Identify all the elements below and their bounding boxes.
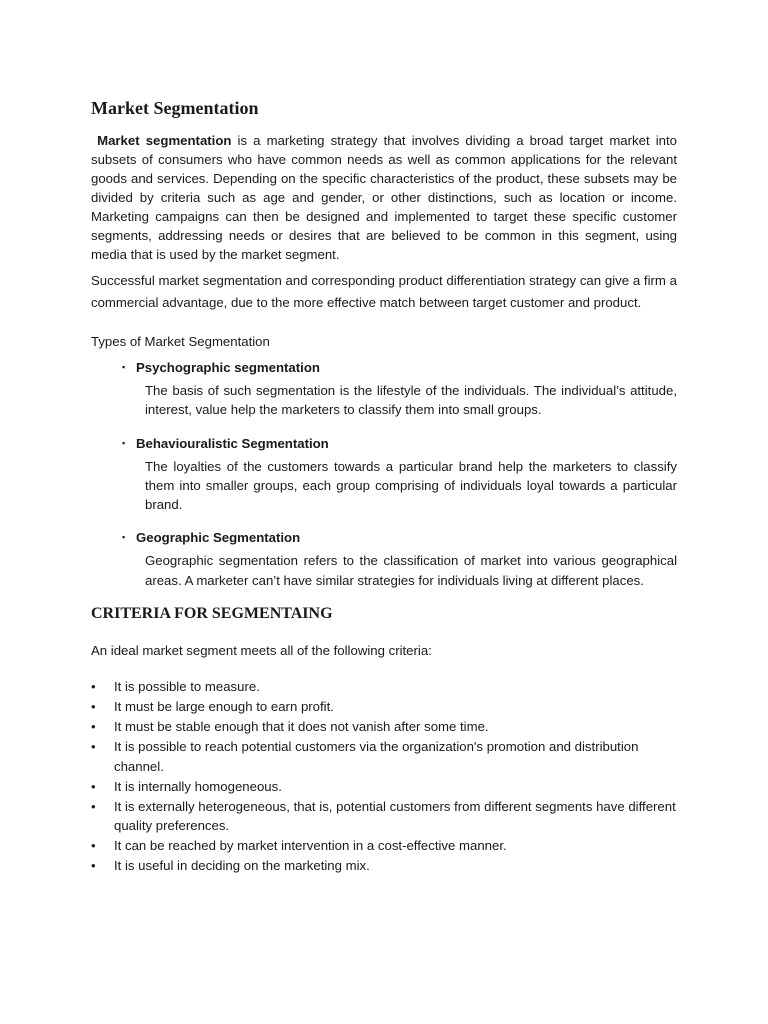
list-item-text: It is internally homogeneous. xyxy=(114,778,282,794)
list-item-text: It is possible to measure. xyxy=(114,679,260,695)
document-page xyxy=(91,96,677,876)
intro-paragraph xyxy=(91,131,677,264)
list-item-text: It can be reached by market intervention in a cost-effective manner. xyxy=(114,838,507,854)
bullet-icon: • xyxy=(91,858,96,874)
list-item-text: It must be large enough to earn profit. xyxy=(114,699,334,715)
list-item-text: It is externally heterogeneous, that is, potential customers from different segments have different quality preferences. xyxy=(114,798,676,834)
criteria-intro: An ideal market segment meets all of the following criteria: xyxy=(91,643,432,659)
bullet-icon: • xyxy=(91,679,96,695)
intro-term: Market segmentation xyxy=(97,133,232,148)
advantage-paragraph: Successful market segmentation and corresponding product differentiation strategy can give a firm a commercial advantage, due to the more effective match between target customer and product. xyxy=(91,273,677,310)
types-heading: Types of Market Segmentation xyxy=(91,334,270,349)
list-item xyxy=(91,777,677,797)
bullet-icon: • xyxy=(91,699,96,715)
square-bullet-icon: ▪ xyxy=(122,532,126,543)
segment-description: The basis of such segmentation is the lifestyle of the individuals. The individual’s attitude, interest, value help the marketers to classify them into small groups. xyxy=(145,383,677,418)
segment-psychographic xyxy=(122,358,677,420)
list-item xyxy=(91,836,677,856)
list-item xyxy=(91,856,677,876)
bullet-icon: • xyxy=(91,719,96,735)
criteria-heading: CRITERIA FOR SEGMENTAING xyxy=(91,605,333,623)
segment-description: Geographic segmentation refers to the classification of market into various geographical areas. A marketer can’t have similar strategies for individuals living at different places. xyxy=(145,553,677,588)
list-item-text: It is useful in deciding on the marketing mix. xyxy=(114,858,370,874)
square-bullet-icon: ▪ xyxy=(122,362,126,372)
list-item xyxy=(91,797,677,836)
list-item xyxy=(91,677,677,697)
document-title: Market Segmentation xyxy=(91,98,259,118)
segment-description: The loyalties of the customers towards a particular brand help the marketers to classify them into smaller groups, each group comprising of individuals loyal towards a particular brand. xyxy=(145,458,677,513)
criteria-list xyxy=(91,677,677,876)
intro-text: is a marketing strategy that involves dividing a broad target market into subsets of consumers who have common needs as well as common applications for the relevant goods and services. Depending on the specific characteristics of the product, these subsets may be divided by criteria such as age and gender, or other distinctions, such as location or income. Marketing campaigns can then be designed and implemented to target these specific customer segments, addressing needs or desires that are believed to be common in this segment, using media that is used by the market segment. xyxy=(91,133,677,262)
segment-title: Behaviouralistic Segmentation xyxy=(136,435,329,451)
list-item-text: It must be stable enough that it does not vanish after some time. xyxy=(114,719,489,735)
bullet-icon: • xyxy=(91,778,96,794)
bullet-icon: • xyxy=(91,838,96,854)
list-item xyxy=(91,697,677,717)
segment-title: Psychographic segmentation xyxy=(136,360,320,375)
segment-geographic xyxy=(122,528,677,590)
square-bullet-icon: ▪ xyxy=(122,437,126,448)
list-item xyxy=(91,717,677,737)
bullet-icon: • xyxy=(91,739,96,755)
segment-title: Geographic Segmentation xyxy=(136,530,301,546)
list-item xyxy=(91,737,677,776)
list-item-text: It is possible to reach potential customers via the organization's promotion and distribution channel. xyxy=(114,739,639,774)
bullet-icon: • xyxy=(91,798,96,814)
segment-behaviouralistic xyxy=(122,434,677,515)
